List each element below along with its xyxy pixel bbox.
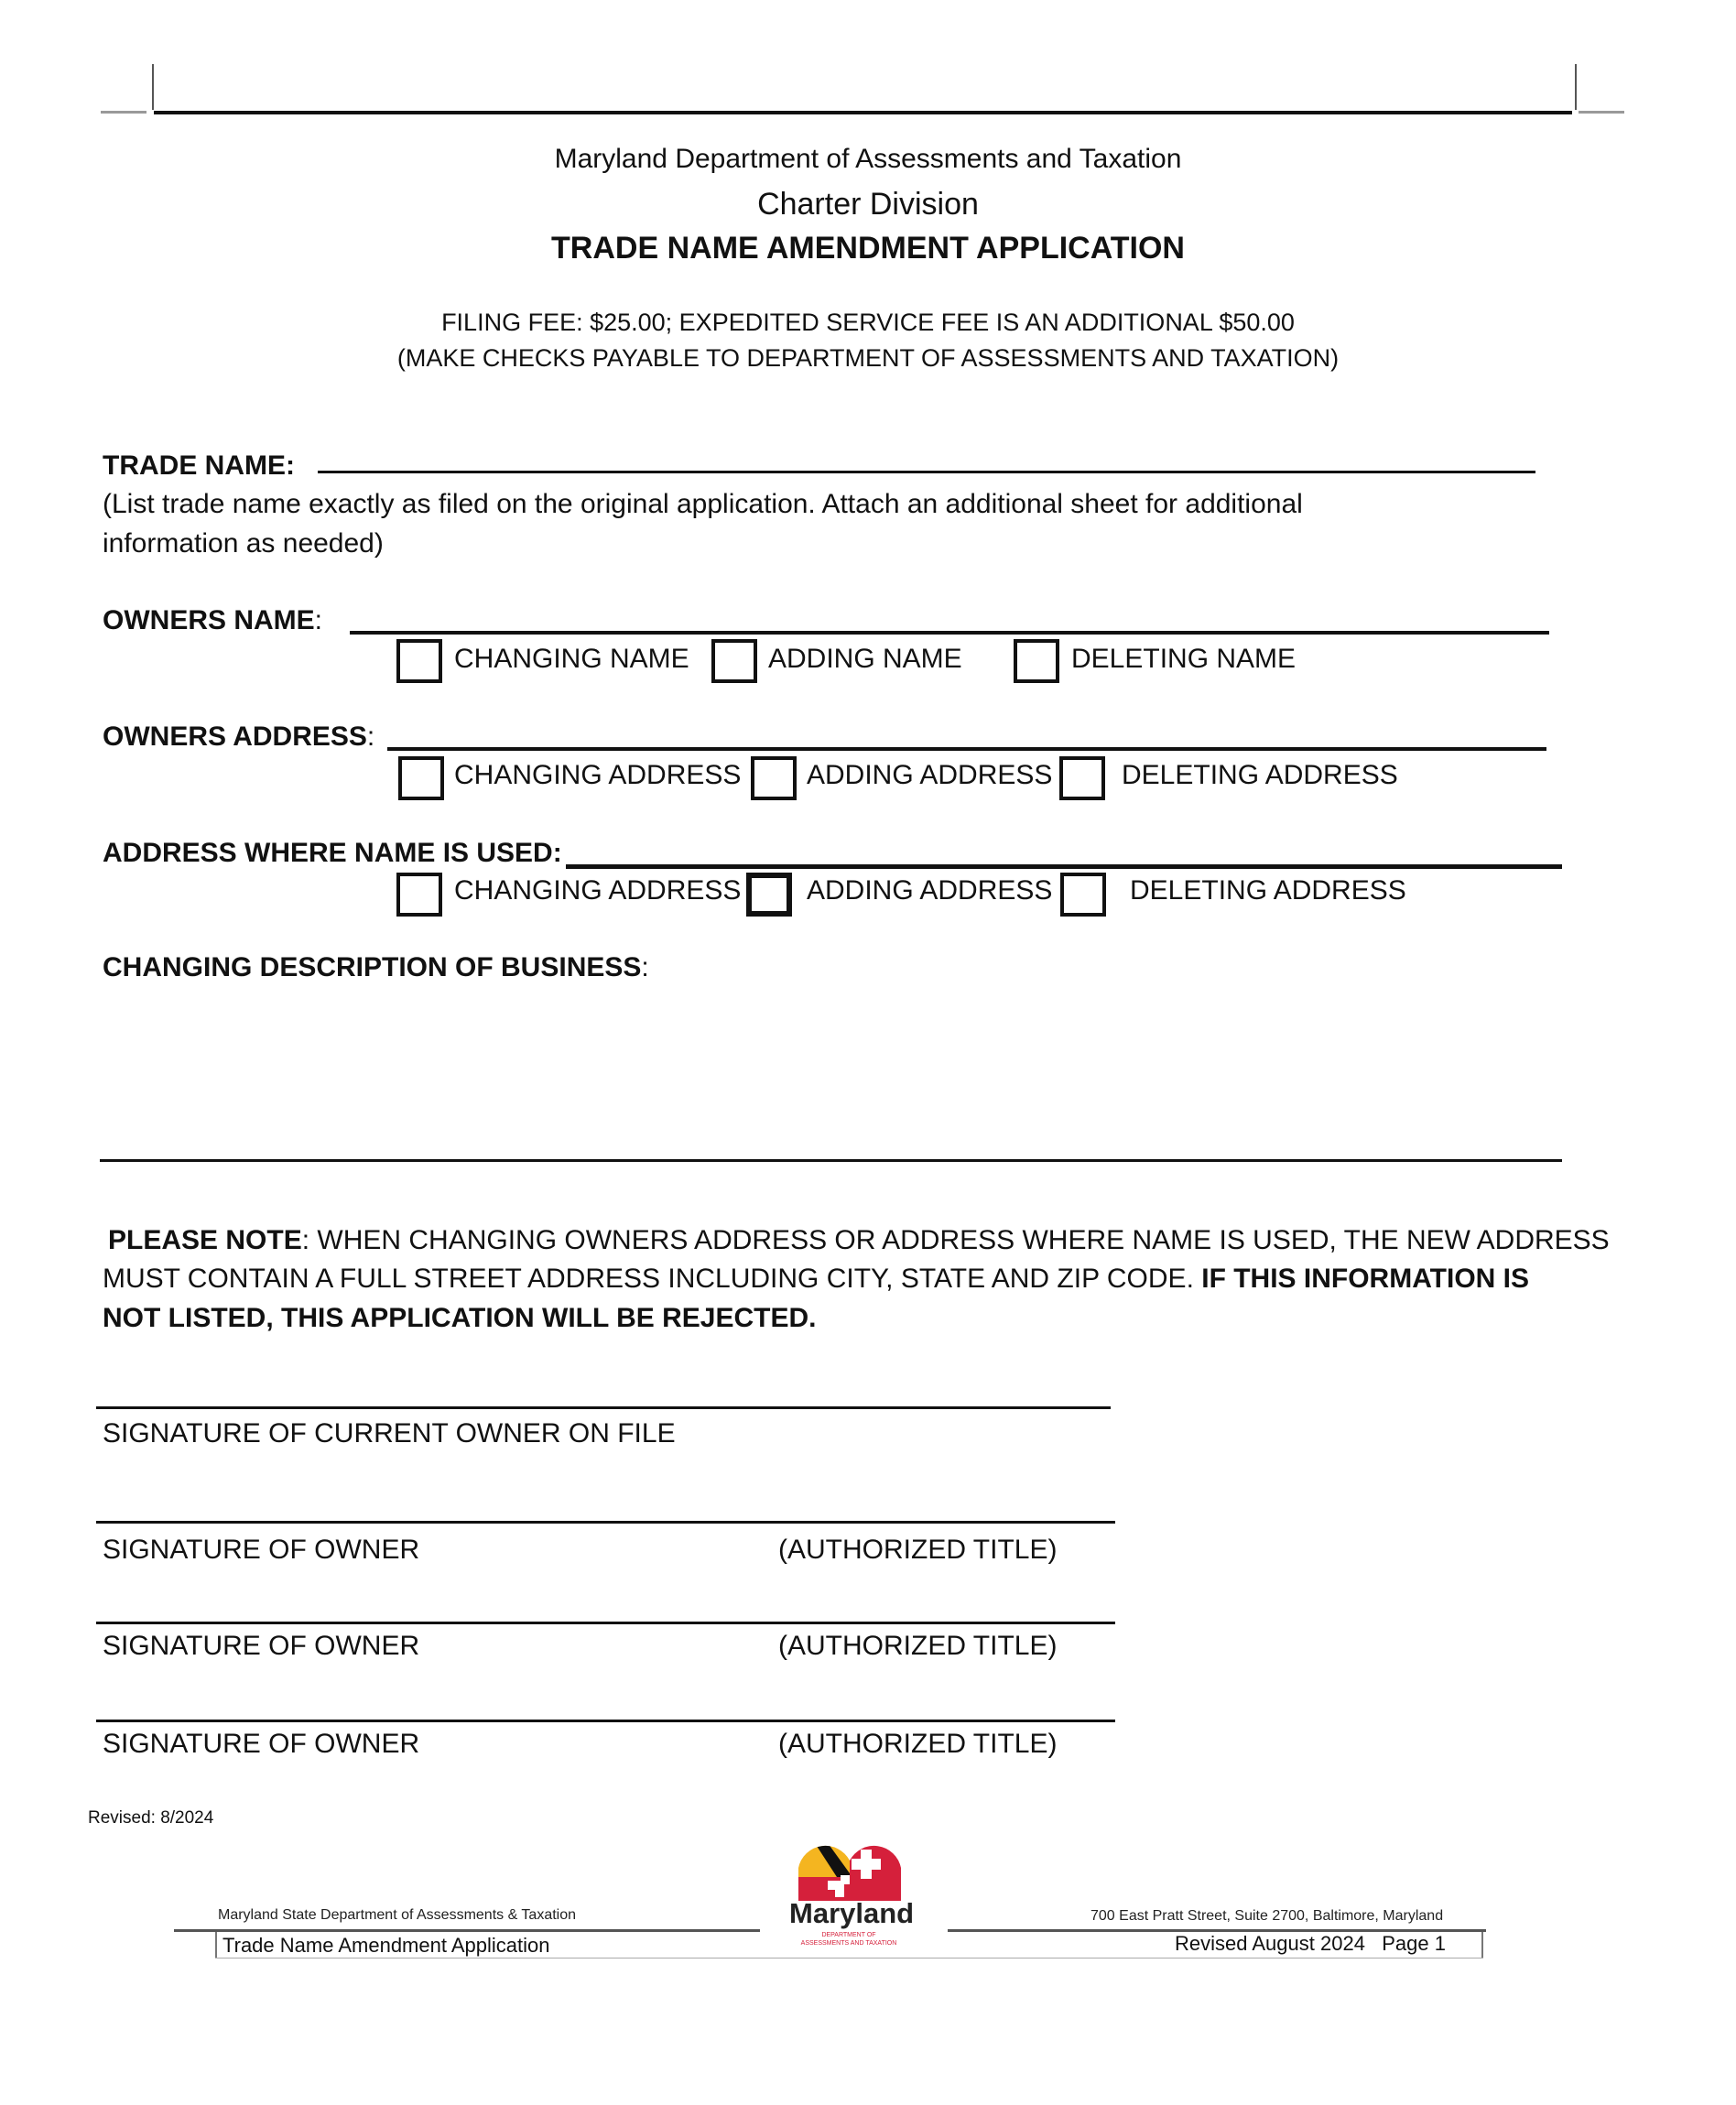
- description-label-text: CHANGING DESCRIPTION OF BUSINESS: [103, 952, 642, 982]
- description-field[interactable]: [100, 1159, 1562, 1162]
- division-name: Charter Division: [757, 187, 979, 222]
- trade-name-instructions-cont: information as needed): [103, 528, 384, 559]
- owners-name-colon: :: [314, 605, 323, 635]
- adding-name-checkbox[interactable]: [711, 639, 757, 683]
- maryland-logo: [789, 1840, 915, 1950]
- description-colon: :: [641, 952, 649, 982]
- please-note-text-2: MUST CONTAIN A FULL STREET ADDRESS INCLUDING CITY, STATE AND ZIP CODE.: [103, 1264, 1202, 1294]
- description-label: [103, 949, 649, 986]
- owners-name-label-text: OWNERS NAME: [103, 605, 315, 635]
- used-changing-address-label: CHANGING ADDRESS: [454, 875, 742, 906]
- changing-name-checkbox[interactable]: [396, 639, 442, 683]
- revised-date: Revised: 8/2024: [88, 1808, 214, 1828]
- owners-deleting-address-label: DELETING ADDRESS: [1122, 760, 1398, 790]
- owner-signature-label-1: SIGNATURE OF OWNER: [103, 1535, 420, 1565]
- corner-tick-right: [1579, 111, 1624, 114]
- footer-revision-page: Revised August 2024 Page 1: [1175, 1932, 1446, 1955]
- changing-name-label: CHANGING NAME: [454, 644, 689, 674]
- deleting-name-checkbox[interactable]: [1014, 639, 1059, 683]
- logo-wordmark: Maryland: [789, 1897, 915, 1929]
- corner-tick-left: [101, 111, 146, 114]
- address-used-label: ADDRESS WHERE NAME IS USED:: [103, 838, 562, 868]
- used-adding-address-checkbox[interactable]: [746, 873, 792, 917]
- authorized-title-label-3: (AUTHORIZED TITLE): [778, 1729, 1058, 1759]
- used-adding-address-label: ADDING ADDRESS: [807, 875, 1053, 906]
- current-owner-signature-field[interactable]: [96, 1406, 1111, 1409]
- footer-rule-left: [174, 1929, 760, 1932]
- footer-agency: Maryland State Department of Assessments & Taxation: [218, 1907, 577, 1923]
- owners-adding-address-checkbox[interactable]: [751, 756, 797, 800]
- checks-payable: (MAKE CHECKS PAYABLE TO DEPARTMENT OF ASSESSMENTS AND TAXATION): [396, 344, 1340, 372]
- owners-name-label: [103, 602, 322, 639]
- trade-name-field[interactable]: [318, 471, 1535, 473]
- department-name: Maryland Department of Assessments and Taxation: [554, 144, 1182, 174]
- footer-document-name: Trade Name Amendment Application: [222, 1934, 550, 1957]
- logo-subtitle-1: DEPARTMENT OF: [821, 1932, 876, 1938]
- owner-signature-label-2: SIGNATURE OF OWNER: [103, 1631, 420, 1661]
- corner-mark-right: [1575, 64, 1577, 110]
- owners-deleting-address-checkbox[interactable]: [1059, 756, 1105, 800]
- owners-adding-address-label: ADDING ADDRESS: [807, 760, 1053, 790]
- please-note-line1: [108, 1222, 1610, 1259]
- owner-signature-field-3[interactable]: [96, 1720, 1115, 1722]
- filing-fee: FILING FEE: $25.00; EXPEDITED SERVICE FEE IS AN ADDITIONAL $50.00: [441, 309, 1295, 336]
- used-changing-address-checkbox[interactable]: [396, 873, 442, 917]
- owners-changing-address-checkbox[interactable]: [398, 756, 444, 800]
- adding-name-label: ADDING NAME: [768, 644, 962, 674]
- authorized-title-label-2: (AUTHORIZED TITLE): [778, 1631, 1058, 1661]
- please-note-warning: IF THIS INFORMATION IS: [1201, 1264, 1529, 1294]
- maryland-flag-arch-icon: [795, 1840, 914, 1901]
- trade-name-label: TRADE NAME:: [103, 450, 295, 481]
- please-note-line3: NOT LISTED, THIS APPLICATION WILL BE REJECTED.: [103, 1303, 817, 1333]
- footer-bracket-right: [1481, 1932, 1483, 1958]
- trade-name-instructions: (List trade name exactly as filed on the original application. Attach an additional sheet for additional: [103, 489, 1303, 519]
- footer-bracket-left: [215, 1932, 217, 1958]
- owners-address-field[interactable]: [387, 747, 1546, 751]
- please-note-text: : WHEN CHANGING OWNERS ADDRESS OR ADDRESS WHERE NAME IS USED, THE NEW ADDRESS: [301, 1225, 1610, 1255]
- owner-signature-field-2[interactable]: [96, 1622, 1115, 1624]
- current-owner-signature-label: SIGNATURE OF CURRENT OWNER ON FILE: [103, 1418, 676, 1449]
- top-rule: [154, 111, 1572, 114]
- form-title: TRADE NAME AMENDMENT APPLICATION: [551, 231, 1185, 266]
- used-deleting-address-label: DELETING ADDRESS: [1130, 875, 1406, 906]
- owners-address-colon: :: [366, 722, 375, 752]
- please-note-lead: PLEASE NOTE: [108, 1225, 302, 1255]
- owners-address-label-text: OWNERS ADDRESS: [103, 722, 367, 752]
- owners-address-label: [103, 719, 374, 755]
- logo-subtitle-2: ASSESSMENTS AND TAXATION: [800, 1940, 897, 1947]
- owner-signature-label-3: SIGNATURE OF OWNER: [103, 1729, 420, 1759]
- address-used-field[interactable]: [566, 864, 1562, 869]
- footer-address: 700 East Pratt Street, Suite 2700, Baltimore, Maryland: [1090, 1908, 1444, 1924]
- please-note-line2: [103, 1261, 1529, 1297]
- authorized-title-label-1: (AUTHORIZED TITLE): [778, 1535, 1058, 1565]
- owner-signature-field-1[interactable]: [96, 1521, 1115, 1524]
- deleting-name-label: DELETING NAME: [1071, 644, 1297, 674]
- owners-name-field[interactable]: [350, 631, 1549, 635]
- used-deleting-address-checkbox[interactable]: [1060, 873, 1106, 917]
- owners-changing-address-label: CHANGING ADDRESS: [454, 760, 742, 790]
- corner-mark-left: [152, 64, 154, 110]
- footer-bottom-rule: [215, 1958, 1483, 1959]
